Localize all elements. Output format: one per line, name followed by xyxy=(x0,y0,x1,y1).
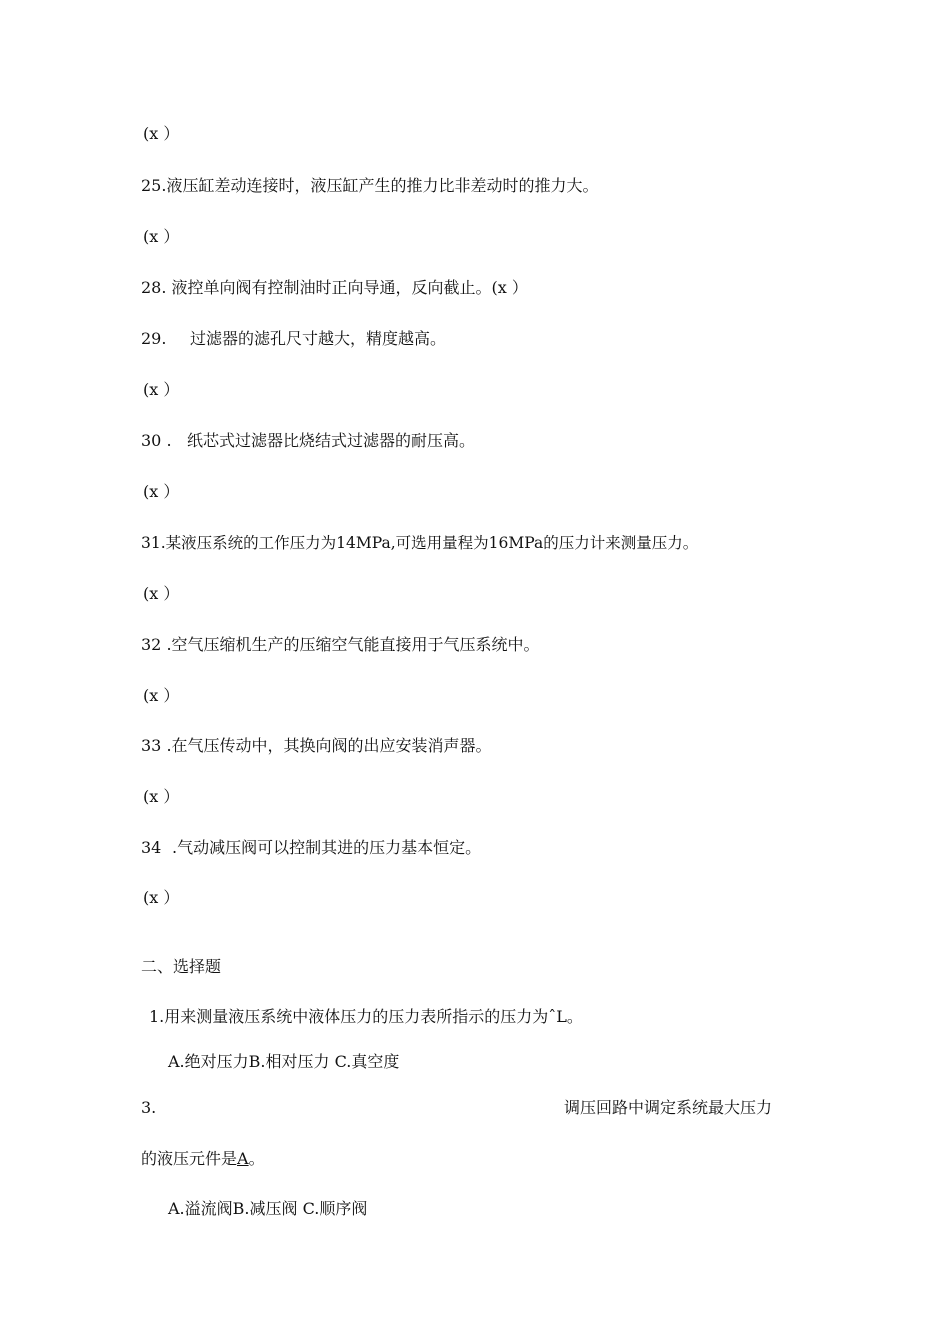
answer-29: (x ） xyxy=(143,380,180,399)
choice-question-3-text: 调压回路中调定系统最大压力 xyxy=(564,1098,773,1117)
answer-letter: A xyxy=(237,1149,249,1168)
question-30-number: 30 . xyxy=(141,431,172,450)
question-29-text: 过滤器的滤孔尺寸越大，精度越高。 xyxy=(190,329,447,348)
question-29-number: 29. xyxy=(141,329,167,348)
choice-question-3-continuation xyxy=(141,1149,265,1169)
section-heading-choice: 二、选择题 xyxy=(141,957,222,976)
answer-33: (x ） xyxy=(143,787,180,806)
question-25: 25.液压缸差动连接时，液压缸产生的推力比非差动时的推力大。 xyxy=(141,176,599,195)
choice-options-3: A.溢流阀B.减压阀 C.顺序阀 xyxy=(168,1199,368,1218)
choice-question-3-number: 3. xyxy=(141,1098,157,1117)
question-30-text: 纸芯式过滤器比烧结式过滤器的耐压高。 xyxy=(187,431,476,450)
question-32: 32 .空气压缩机生产的压缩空气能直接用于气压系统中。 xyxy=(141,635,540,654)
choice-question-1: 1.用来测量液压系统中液体压力的压力表所指示的压力为ˆL。 xyxy=(149,1007,583,1026)
answer-32: (x ） xyxy=(143,686,180,705)
question-34-text: .气动减压阀可以控制其进的压力基本恒定。 xyxy=(172,838,482,857)
answer-25: (x ） xyxy=(143,227,180,246)
continuation-text: 的液压元件是 xyxy=(141,1149,238,1168)
answer-34: (x ） xyxy=(143,888,180,907)
question-33: 33 .在气压传动中，其换向阀的出应安装消声器。 xyxy=(141,736,492,755)
answer-30: (x ） xyxy=(143,482,180,501)
sentence-end: 。 xyxy=(248,1149,265,1168)
question-34-number: 34 xyxy=(141,838,162,857)
answer-24: (x ） xyxy=(143,124,180,143)
choice-options-1: A.绝对压力B.相对压力 C.真空度 xyxy=(168,1052,400,1071)
question-28: 28. 液控单向阀有控制油时正向导通，反向截止。(x ） xyxy=(141,278,528,297)
question-31: 31.某液压系统的工作压力为14MPa,可选用量程为16MPa的压力计来测量压力。 xyxy=(141,534,699,552)
answer-31: (x ） xyxy=(143,584,180,603)
